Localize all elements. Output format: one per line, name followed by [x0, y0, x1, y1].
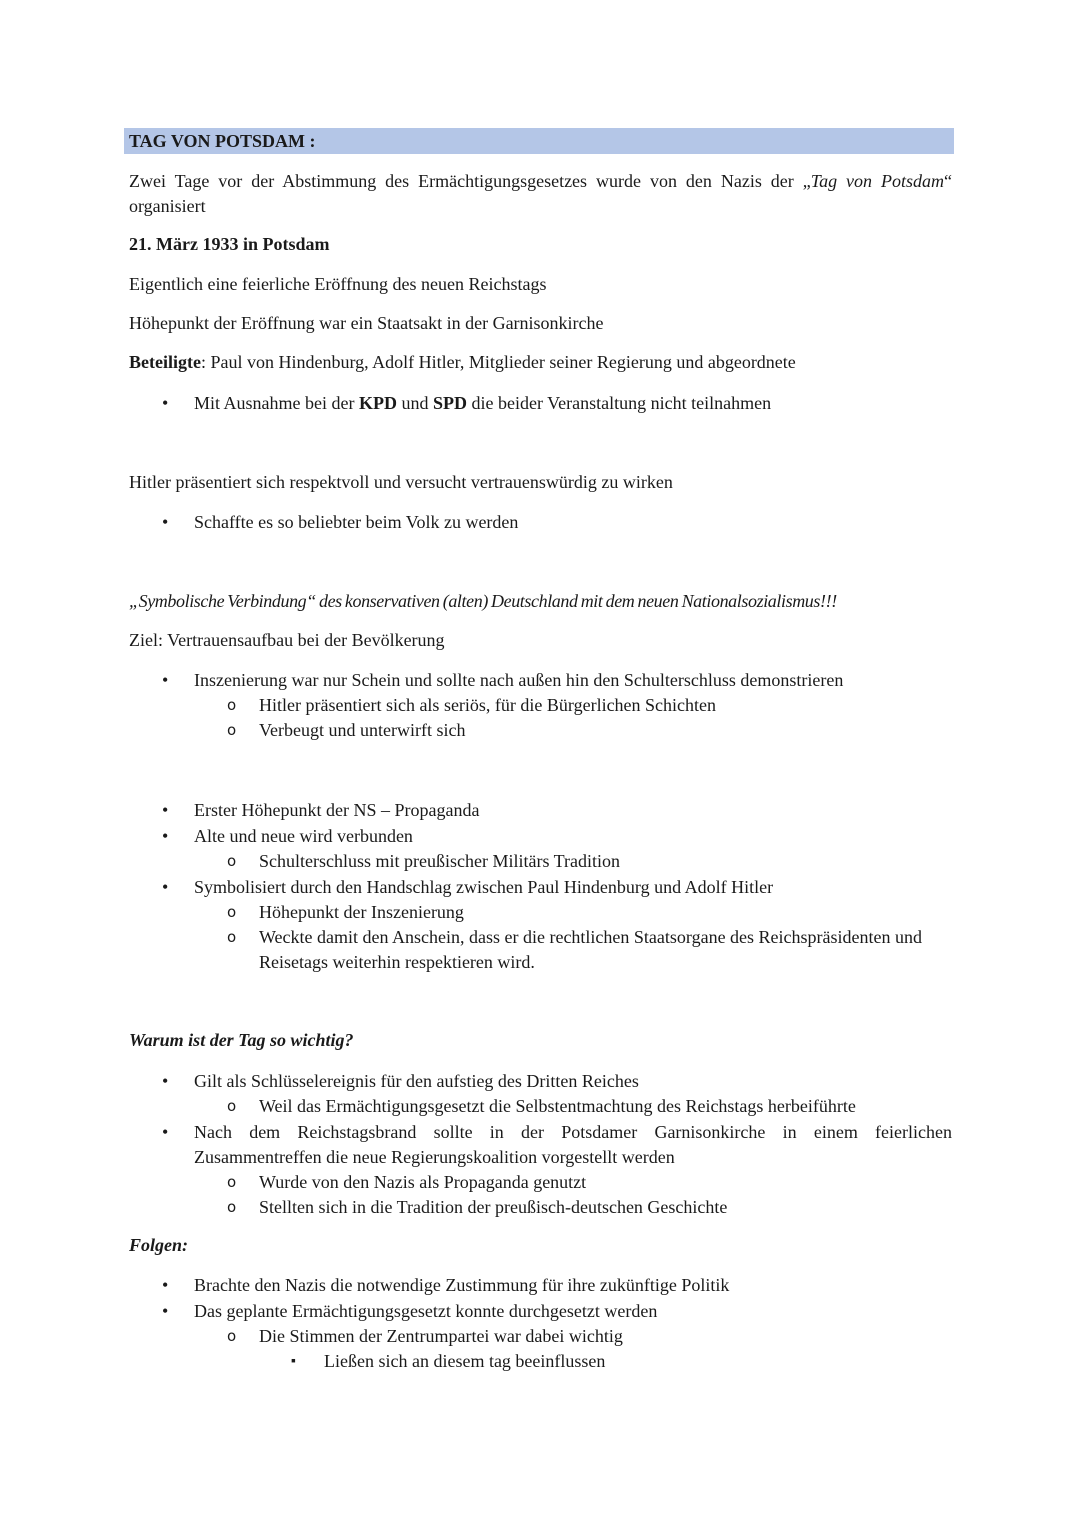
list-item [129, 391, 952, 416]
intro-text-a: Zwei Tage vor der Abstimmung des Ermächtigungsgesetzes wurde von den Nazis der „ [129, 171, 811, 191]
list-item [129, 875, 952, 900]
bullet-icon: • [162, 1275, 169, 1295]
item-text: Schulterschluss mit preußischer Militärs Tradition [259, 851, 620, 871]
item-text: Nach dem Reichstagsbrand sollte in der Potsdamer Garnisonkirche in einem feierlichen Zusammentreffen die neue Regierungskoalition vorgestellt werden [194, 1122, 952, 1167]
list-item [129, 1299, 952, 1324]
item-text: Weil das Ermächtigungsgesetzt die Selbstentmachtung des Reichstags herbeiführte [259, 1096, 856, 1116]
list-subitem [129, 1195, 952, 1220]
list-subitem [129, 900, 952, 925]
list-subitem [129, 1170, 952, 1195]
item-text: Ließen sich an diesem tag beeinflussen [324, 1351, 606, 1371]
folgen-title: Folgen: [129, 1235, 189, 1255]
bullet-icon: • [162, 826, 169, 846]
hitler-line: Hitler präsentiert sich respektvoll und versucht vertrauenswürdig zu wirken [129, 472, 673, 492]
bullet-icon: • [162, 877, 169, 897]
warum-title: Warum ist der Tag so wichtig? [129, 1030, 354, 1050]
line-hoehepunkt: Höhepunkt der Eröffnung war ein Staatsakt in der Garnisonkirche [129, 313, 604, 333]
circle-bullet-icon: o [227, 1173, 237, 1191]
list-subitem [129, 693, 952, 718]
text-part: und [396, 393, 433, 413]
list-item [129, 510, 952, 535]
circle-bullet-icon: o [227, 852, 237, 870]
text-part: die beider Veranstaltung nicht teilnahmen [467, 393, 772, 413]
list-item [129, 668, 952, 693]
item-text: Brachte den Nazis die notwendige Zustimmung für ihre zukünftige Politik [194, 1275, 730, 1295]
circle-bullet-icon: o [227, 1097, 237, 1115]
item-text: Schaffte es so beliebter beim Volk zu werden [194, 512, 519, 532]
intro-paragraph [129, 169, 952, 219]
intro-text-italic: Tag von Potsdam [810, 171, 944, 191]
list-item [129, 1069, 952, 1094]
bullet-icon: • [162, 1071, 169, 1091]
item-text: Verbeugt und unterwirft sich [259, 720, 466, 740]
text-part: Mit Ausnahme bei der [194, 393, 359, 413]
circle-bullet-icon: o [227, 696, 237, 714]
item-text: Erster Höhepunkt der NS – Propaganda [194, 800, 480, 820]
item-text: Wurde von den Nazis als Propaganda genutzt [259, 1172, 587, 1192]
list-item [129, 1120, 952, 1170]
circle-bullet-icon: o [227, 1327, 237, 1345]
bullet-icon: • [162, 670, 169, 690]
item-text: Inszenierung war nur Schein und sollte nach außen hin den Schulterschluss demonstrieren [194, 670, 844, 690]
symbolic-quote: „Symbolische Verbindung“ des konservativen (alten) Deutschland mit dem neuen Nationalsozialismus!!! [129, 591, 837, 611]
spd-label: SPD [432, 393, 467, 413]
list-inszenierung [129, 668, 952, 743]
list-subitem [129, 925, 952, 975]
list-subitem [129, 849, 952, 874]
intro-text-c: “ organisiert [129, 171, 952, 216]
list-item [129, 798, 952, 823]
item-text: Die Stimmen der Zentrumpartei war dabei wichtig [259, 1326, 623, 1346]
bullet-icon: • [162, 1122, 169, 1142]
circle-bullet-icon: o [227, 903, 237, 921]
item-text: Das geplante Ermächtigungsgesetzt konnte durchgesetzt werden [194, 1301, 658, 1321]
item-text: Weckte damit den Anschein, dass er die rechtlichen Staatsorgane des Reichspräsidenten und Reisetags weiterhin respektieren wird. [259, 927, 923, 972]
list-subitem [129, 718, 952, 743]
list-subitem [129, 1324, 952, 1349]
item-text: Gilt als Schlüsselereignis für den aufstieg des Dritten Reiches [194, 1071, 639, 1091]
beteiligte-line [129, 350, 952, 375]
section-heading: TAG VON POTSDAM : [129, 131, 316, 151]
circle-bullet-icon: o [227, 1198, 237, 1216]
list-item [129, 824, 952, 849]
list-subsubitem [129, 1349, 952, 1374]
item-text: Alte und neue wird verbunden [194, 826, 413, 846]
bullet-icon: • [162, 800, 169, 820]
list-warum [129, 1069, 952, 1220]
list-folgen [129, 1273, 952, 1374]
date-line: 21. März 1933 in Potsdam [129, 234, 330, 254]
line-eroeffnung: Eigentlich eine feierliche Eröffnung des neuen Reichstags [129, 274, 547, 294]
item-text: Stellten sich in die Tradition der preußisch-deutschen Geschichte [259, 1197, 728, 1217]
bullet-icon: • [162, 1301, 169, 1321]
kpd-label: KPD [358, 393, 397, 413]
item-text: Höhepunkt der Inszenierung [259, 902, 464, 922]
list-item [129, 1273, 952, 1298]
ziel-line: Ziel: Vertrauensaufbau bei der Bevölkerung [129, 630, 445, 650]
list-ausnahme [129, 391, 952, 416]
item-text: Hitler präsentiert sich als seriös, für die Bürgerlichen Schichten [259, 695, 717, 715]
circle-bullet-icon: o [227, 721, 237, 739]
beteiligte-text: : Paul von Hindenburg, Adolf Hitler, Mitglieder seiner Regierung und abgeordnete [200, 352, 796, 372]
square-bullet-icon: ▪ [291, 1354, 296, 1369]
list-propaganda [129, 798, 952, 975]
item-text: Symbolisiert durch den Handschlag zwischen Paul Hindenburg und Adolf Hitler [194, 877, 774, 897]
beteiligte-label: Beteiligte [129, 352, 201, 372]
list-schaffte [129, 510, 952, 535]
circle-bullet-icon: o [227, 928, 237, 946]
bullet-icon: • [162, 512, 169, 532]
bullet-icon: • [162, 393, 169, 413]
list-subitem [129, 1094, 952, 1119]
